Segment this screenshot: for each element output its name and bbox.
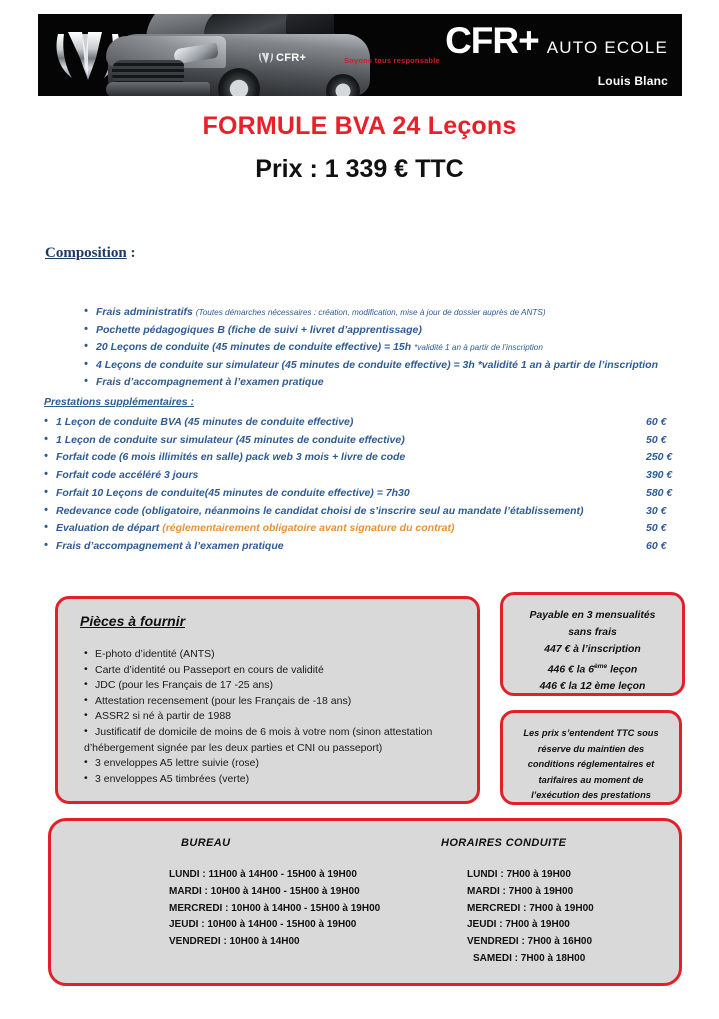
payment-line-4-sup: ème bbox=[594, 663, 608, 670]
payment-line-2: sans frais bbox=[568, 627, 617, 638]
composition-heading-text: Composition bbox=[45, 245, 127, 261]
prestation-price: 580 € bbox=[646, 486, 673, 499]
hours-line: SAMEDI : 7H00 à 18H00 bbox=[473, 952, 586, 964]
list-item: • 3 enveloppes A5 lettre suivie (rose) bbox=[84, 756, 477, 772]
pieces-item-line1: Justificatif de domicile de moins de 6 mois à votre nom (sinon attestation bbox=[95, 725, 433, 738]
composition-item-main: 20 Leçons de conduite (45 minutes de conduite effective) = 15h bbox=[96, 341, 415, 353]
composition-list bbox=[44, 304, 719, 392]
prestation-price: 60 € bbox=[646, 539, 667, 552]
header-banner bbox=[38, 14, 682, 96]
car-door-emblem-icon bbox=[258, 50, 274, 66]
payment-line-3: 447 € à l’inscription bbox=[544, 644, 641, 655]
list-item bbox=[84, 357, 719, 375]
ttc-notice-text bbox=[515, 726, 667, 804]
prestation-label-text: Forfait code accéléré 3 jours bbox=[56, 469, 199, 482]
composition-item-note: (Toutes démarches nécessaires : création, modification, mise à jour de dossier auprès de ANTS) bbox=[195, 308, 546, 317]
table-row bbox=[44, 538, 692, 556]
list-item bbox=[84, 339, 719, 357]
car-door-label: CFR+ bbox=[276, 52, 307, 64]
payment-line-4-post: leçon bbox=[607, 664, 638, 676]
list-item: • E-photo d’identité (ANTS) bbox=[84, 647, 477, 663]
pieces-a-fournir-box bbox=[55, 596, 480, 804]
list-item bbox=[84, 304, 719, 322]
prestation-label bbox=[44, 520, 455, 538]
car-bumper bbox=[106, 82, 210, 96]
prestation-label bbox=[44, 485, 410, 503]
composition-item-main: Frais d’accompagnement à l’examen pratique bbox=[96, 376, 324, 388]
list-item: • Carte d’identité ou Passeport en cours de validité bbox=[84, 663, 477, 679]
ttc-line-3: conditions réglementaires et bbox=[527, 759, 655, 769]
list-item: • JDC (pour les Français de 17 -25 ans) bbox=[84, 678, 477, 694]
list-item: • ASSR2 si né à partir de 1988 bbox=[84, 709, 477, 725]
pieces-list bbox=[84, 647, 477, 787]
hours-line: VENDREDI : 10H00 à 14H00 bbox=[169, 936, 300, 948]
ttc-line-4: tarifaires au moment de bbox=[538, 774, 644, 785]
table-row bbox=[44, 520, 692, 538]
prestation-price: 50 € bbox=[646, 433, 667, 446]
brand-tagline: Soyons tous responsable bbox=[344, 56, 440, 65]
prestation-label-text: Forfait 10 Leçons de conduite(45 minutes de conduite effective) = 7h30 bbox=[56, 486, 410, 499]
hours-line: JEUDI : 10H00 à 14H00 - 15H00 à 19H00 bbox=[169, 919, 357, 931]
prestation-label bbox=[44, 503, 584, 521]
table-row bbox=[44, 467, 692, 485]
composition-item-main: Pochette pédagogiques B (fiche de suivi + livret d’apprentissage) bbox=[96, 323, 422, 336]
prestation-label bbox=[44, 467, 198, 485]
prestation-price: 60 € bbox=[646, 416, 667, 428]
list-item bbox=[84, 322, 719, 340]
hours-line: JEUDI : 7H00 à 19H00 bbox=[467, 919, 570, 931]
prestation-label-text: 1 Leçon de conduite BVA (45 minutes de conduite effective) bbox=[56, 416, 354, 428]
prestation-price: 30 € bbox=[646, 504, 667, 517]
payment-terms-text bbox=[511, 607, 674, 695]
prestation-label-text: Evaluation de départ bbox=[56, 522, 163, 535]
prestation-label-text: Redevance code (obligatoire, néanmoins le candidat choisi de s’inscrire seul au mandate l’établissement) bbox=[56, 504, 584, 517]
page-title-price: Prix : 1 339 € TTC bbox=[255, 155, 464, 183]
payment-line-4 bbox=[511, 658, 674, 678]
hours-line: MARDI : 7H00 à 19H00 bbox=[467, 885, 574, 897]
branch-location: Louis Blanc bbox=[597, 74, 668, 88]
page-title-formule: FORMULE BVA 24 Leçons bbox=[202, 112, 517, 140]
pieces-title: Pièces à fournir bbox=[80, 613, 186, 629]
payment-line-5: 446 € la 12 ème leçon bbox=[539, 681, 646, 693]
prestation-label bbox=[44, 432, 405, 450]
prestation-label-text: 1 Leçon de conduite sur simulateur (45 minutes de conduite effective) bbox=[56, 433, 405, 446]
hours-line: MARDI : 10H00 à 14H00 - 15H00 à 19H00 bbox=[169, 885, 360, 897]
composition-item-main: Frais administratifs bbox=[96, 306, 196, 318]
ttc-line-1: Les prix s’entendent TTC sous bbox=[523, 728, 659, 738]
composition-item-note: *validité 1 an à partir de l’inscription bbox=[414, 343, 543, 352]
prestation-label-text: Frais d’accompagnement à l’examen pratique bbox=[56, 539, 284, 552]
payment-line-4-pre: 446 € la 6 bbox=[547, 664, 594, 676]
ttc-notice-box bbox=[500, 710, 682, 805]
prestations-heading: Prestations supplémentaires : bbox=[44, 396, 194, 408]
list-item: • Attestation recensement (pour les Français de -18 ans) bbox=[84, 694, 477, 710]
ttc-line-5: l’exécution des prestations bbox=[531, 790, 651, 800]
hours-line: MERCREDI : 7H00 à 19H00 bbox=[467, 902, 594, 914]
payment-terms-box bbox=[500, 592, 685, 696]
brand-subtitle: AUTO ECOLE bbox=[546, 38, 668, 57]
hours-line: VENDREDI : 7H00 à 16H00 bbox=[467, 936, 593, 948]
conduite-hours-column bbox=[395, 837, 679, 968]
hours-line: LUNDI : 11H00 à 14H00 - 15H00 à 19H00 bbox=[169, 869, 357, 880]
composition-heading-colon: : bbox=[126, 245, 136, 261]
list-item bbox=[84, 374, 719, 392]
bureau-hours-title: BUREAU bbox=[181, 837, 231, 849]
brand-block bbox=[338, 22, 668, 88]
prestation-price: 250 € bbox=[646, 451, 673, 464]
table-row bbox=[44, 485, 692, 503]
ttc-line-2: réserve du maintien des bbox=[537, 743, 645, 754]
table-row bbox=[44, 503, 692, 521]
opening-hours-box bbox=[48, 818, 682, 986]
bureau-hours-column bbox=[51, 837, 395, 968]
brand-name: CFR+ bbox=[445, 20, 539, 61]
pieces-item-line2: d’hébergement signée par les deux parties et CNI ou passeport) bbox=[84, 741, 383, 754]
table-row bbox=[44, 449, 692, 467]
prestation-label-text: Forfait code (6 mois illimités en salle) pack web 3 mois + livre de code bbox=[56, 451, 406, 464]
composition-item-main: 4 Leçons de conduite sur simulateur (45 minutes de conduite effective) = 3h *validité 1 an à partir de l’inscription bbox=[96, 358, 658, 371]
prestation-label bbox=[44, 414, 353, 432]
prestations-list bbox=[44, 414, 692, 556]
prestation-label bbox=[44, 538, 284, 556]
hours-line: LUNDI : 7H00 à 19H00 bbox=[467, 869, 571, 880]
table-row bbox=[44, 414, 692, 432]
prestation-price: 390 € bbox=[646, 469, 673, 482]
list-item bbox=[84, 725, 477, 756]
prestation-label bbox=[44, 449, 405, 467]
table-row bbox=[44, 432, 692, 450]
list-item: • 3 enveloppes A5 timbrées (verte) bbox=[84, 772, 477, 788]
payment-line-1: Payable en 3 mensualités bbox=[529, 610, 656, 621]
conduite-hours-title: HORAIRES CONDUITE bbox=[441, 837, 567, 849]
hours-line: MERCREDI : 10H00 à 14H00 - 15H00 à 19H00 bbox=[169, 902, 381, 914]
prestation-label-highlight: (réglementairement obligatoire avant signature du contrat) bbox=[162, 522, 455, 535]
composition-heading bbox=[45, 245, 135, 262]
prestation-price: 50 € bbox=[646, 522, 667, 535]
